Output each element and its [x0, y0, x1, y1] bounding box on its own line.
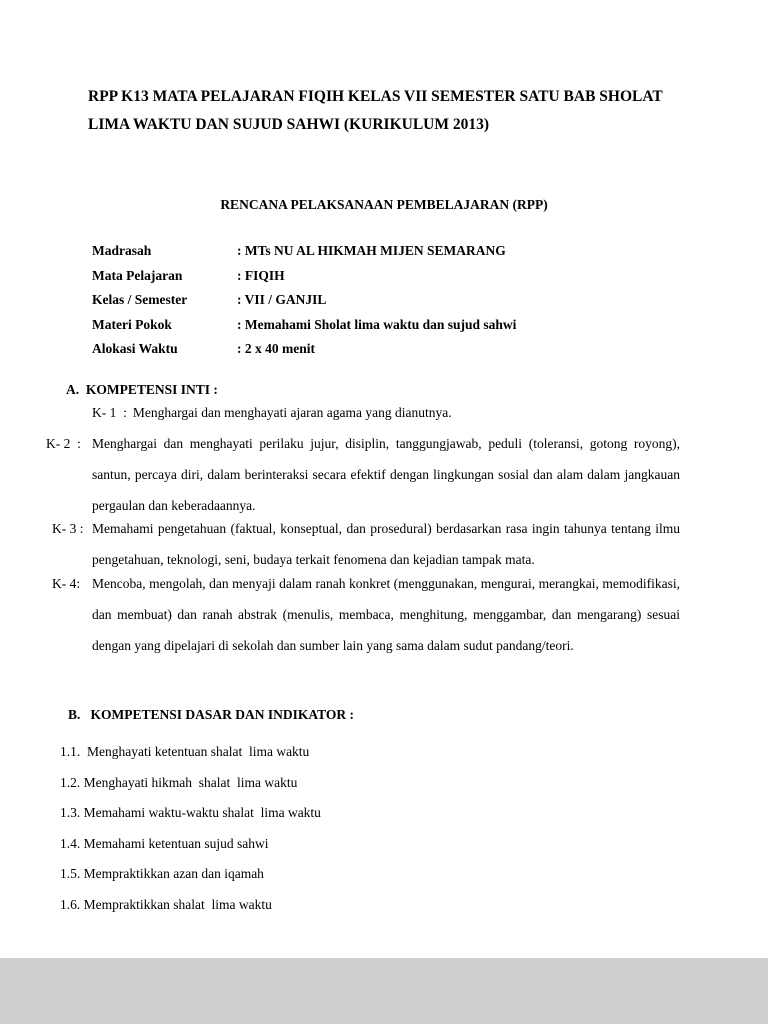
section-a-heading: A. KOMPETENSI INTI :	[66, 382, 218, 397]
meta-row-madrasah	[92, 239, 708, 264]
document-title: RPP K13 MATA PELAJARAN FIQIH KELAS VII SEMESTER SATU BAB SHOLAT LIMA WAKTU DAN SUJUD SAHWI (KURIKULUM 2013)	[88, 88, 667, 133]
rpp-heading: RENCANA PELAKSANAAN PEMBELAJARAN (RPP)	[220, 197, 548, 212]
k3-label: K- 3 :	[52, 521, 84, 536]
kd-item-1-5: 1.5. Mempraktikkan azan dan iqamah	[60, 866, 264, 882]
meta-label: Madrasah	[92, 243, 152, 258]
meta-value: : MTs NU AL HIKMAH MIJEN SEMARANG	[237, 243, 506, 258]
kompetensi-inti-k3	[52, 513, 680, 575]
meta-row-alokasi-waktu	[92, 337, 708, 362]
k1-text: Menghargai dan menghayati ajaran agama yang dianutnya.	[132, 405, 452, 420]
kd-item-1-4: 1.4. Memahami ketentuan sujud sahwi	[60, 835, 269, 851]
kompetensi-inti-k1	[92, 405, 708, 421]
kompetensi-inti-k2	[46, 428, 680, 521]
kd-item-1-2: 1.2. Menghayati hikmah shalat lima waktu	[60, 774, 298, 790]
k3-text: Memahami pengetahuan (faktual, konseptual, dan prosedural) berdasarkan rasa ingin tahunya tentang ilmu pengetahuan, teknologi, seni, budaya terkait fenomena dan kejadian tampak mata.	[92, 521, 680, 567]
meta-value: : Memahami Sholat lima waktu dan sujud sahwi	[237, 316, 517, 332]
kd-item-1-6: 1.6. Mempraktikkan shalat lima waktu	[60, 896, 272, 912]
kompetensi-inti-k4	[52, 568, 680, 661]
k2-text: Menghargai dan menghayati perilaku jujur, disiplin, tanggungjawab, peduli (toleransi, gotong royong), santun, percaya diri, dalam berinteraksi secara efektif dengan lingkungan sosial dan alam dalam jangkauan pergaulan dan keberadaannya.	[92, 436, 680, 513]
meta-row-materi-pokok	[92, 313, 708, 338]
k4-label: K- 4:	[52, 576, 81, 591]
meta-label: Alokasi Waktu	[92, 341, 178, 356]
k2-label: K- 2 :	[46, 436, 81, 451]
kd-item-1-1: 1.1. Menghayati ketentuan shalat lima waktu	[60, 744, 310, 759]
meta-label: Materi Pokok	[92, 316, 172, 332]
meta-label: Mata Pelajaran	[92, 267, 183, 283]
meta-value: : 2 x 40 menit	[237, 341, 315, 356]
k4-text: Mencoba, mengolah, dan menyaji dalam ranah konkret (menggunakan, mengurai, merangkai, memodifikasi, dan membuat) dan ranah abstrak (menulis, membaca, menghitung, menggambar, dan mengarang) sesuai dengan yang dipelajari di sekolah dan sumber lain yang sama dalam sudut pandang/teori.	[92, 576, 680, 653]
meta-value: : VII / GANJIL	[237, 292, 327, 307]
meta-label: Kelas / Semester	[92, 292, 188, 307]
meta-row-kelas-semester	[92, 288, 708, 313]
section-b-heading: B. KOMPETENSI DASAR DAN INDIKATOR :	[68, 707, 355, 722]
kompetensi-dasar-list	[60, 737, 708, 921]
meta-value: : FIQIH	[237, 267, 285, 283]
k1-label: K- 1 :	[92, 405, 127, 420]
metadata-block	[92, 239, 708, 362]
meta-row-mata-pelajaran	[92, 264, 708, 289]
kd-item-1-3: 1.3. Memahami waktu-waktu shalat lima waktu	[60, 805, 321, 821]
